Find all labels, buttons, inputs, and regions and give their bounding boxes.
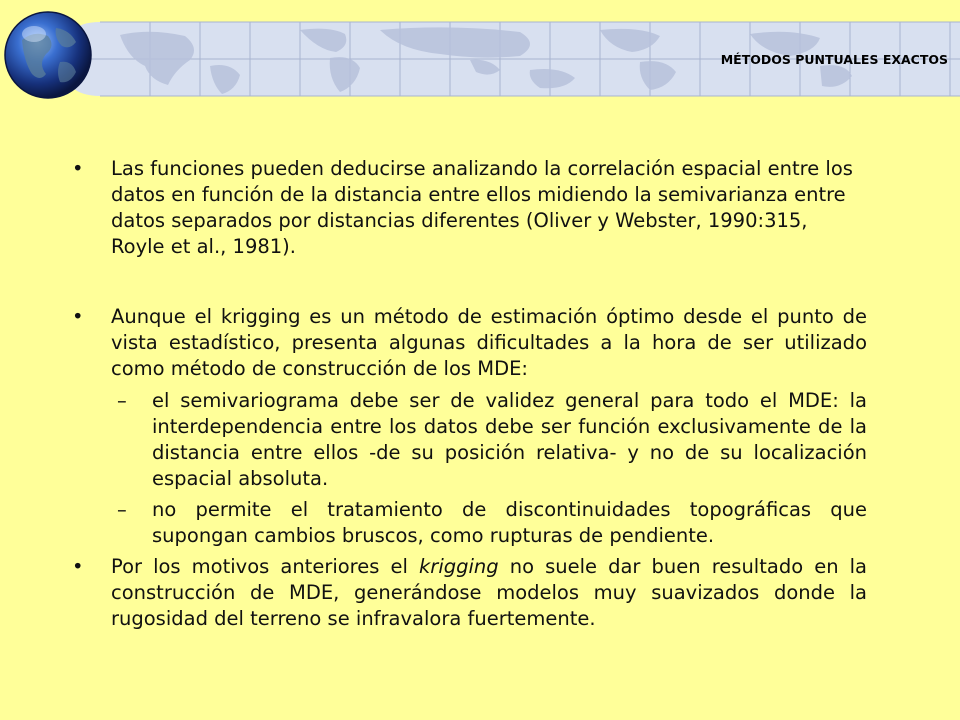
- sub-item-text: el semivariograma debe ser de validez general para todo el MDE: la interdependencia entre los datos debe ser función exclusivamente de la distancia entre ellos -de su posición relativa- y no de su localización espacial absoluta.: [152, 389, 867, 490]
- sub-list-item: [72, 497, 867, 549]
- world-map-grid: [0, 0, 960, 100]
- slide-body: [72, 156, 867, 632]
- globe-icon: [5, 12, 91, 98]
- dash-marker: –: [117, 498, 127, 521]
- bullet-marker: •: [72, 555, 84, 578]
- page-title: MÉTODOS PUNTUALES EXACTOS: [720, 52, 948, 67]
- list-item: [72, 156, 867, 260]
- sub-item-text: no permite el tratamiento de discontinuidades topográficas que supongan cambios bruscos, como rupturas de pendiente.: [152, 498, 867, 547]
- italic-term: krigging: [419, 555, 499, 578]
- dash-marker: –: [117, 389, 127, 412]
- list-item: [72, 554, 867, 632]
- bullet-text-start: Por los motivos anteriores el: [111, 555, 420, 578]
- header-banner: [0, 0, 960, 100]
- bullet-text: [111, 554, 867, 632]
- bullet-text-end: no suele dar buen resultado en la construcción de MDE, generándose modelos muy suavizados donde la rugosidad del terreno se infravalora fuertemente.: [111, 555, 868, 630]
- list-item: [72, 304, 867, 382]
- bullet-text: Las funciones pueden deducirse analizando la correlación espacial entre los datos en función de la distancia entre ellos midiendo la semivarianza entre datos separados por distancias diferentes (Oliver y Webster, 1990:315, Royle et al., 1981).: [111, 157, 853, 258]
- bullet-marker: •: [72, 305, 84, 328]
- bullet-text: Aunque el krigging es un método de estimación óptimo desde el punto de vista estadístico, presenta algunas dificultades a la hora de ser utilizado como método de construcción de los MDE:: [111, 305, 867, 380]
- bullet-marker: •: [72, 157, 84, 180]
- sub-list-item: [72, 388, 867, 492]
